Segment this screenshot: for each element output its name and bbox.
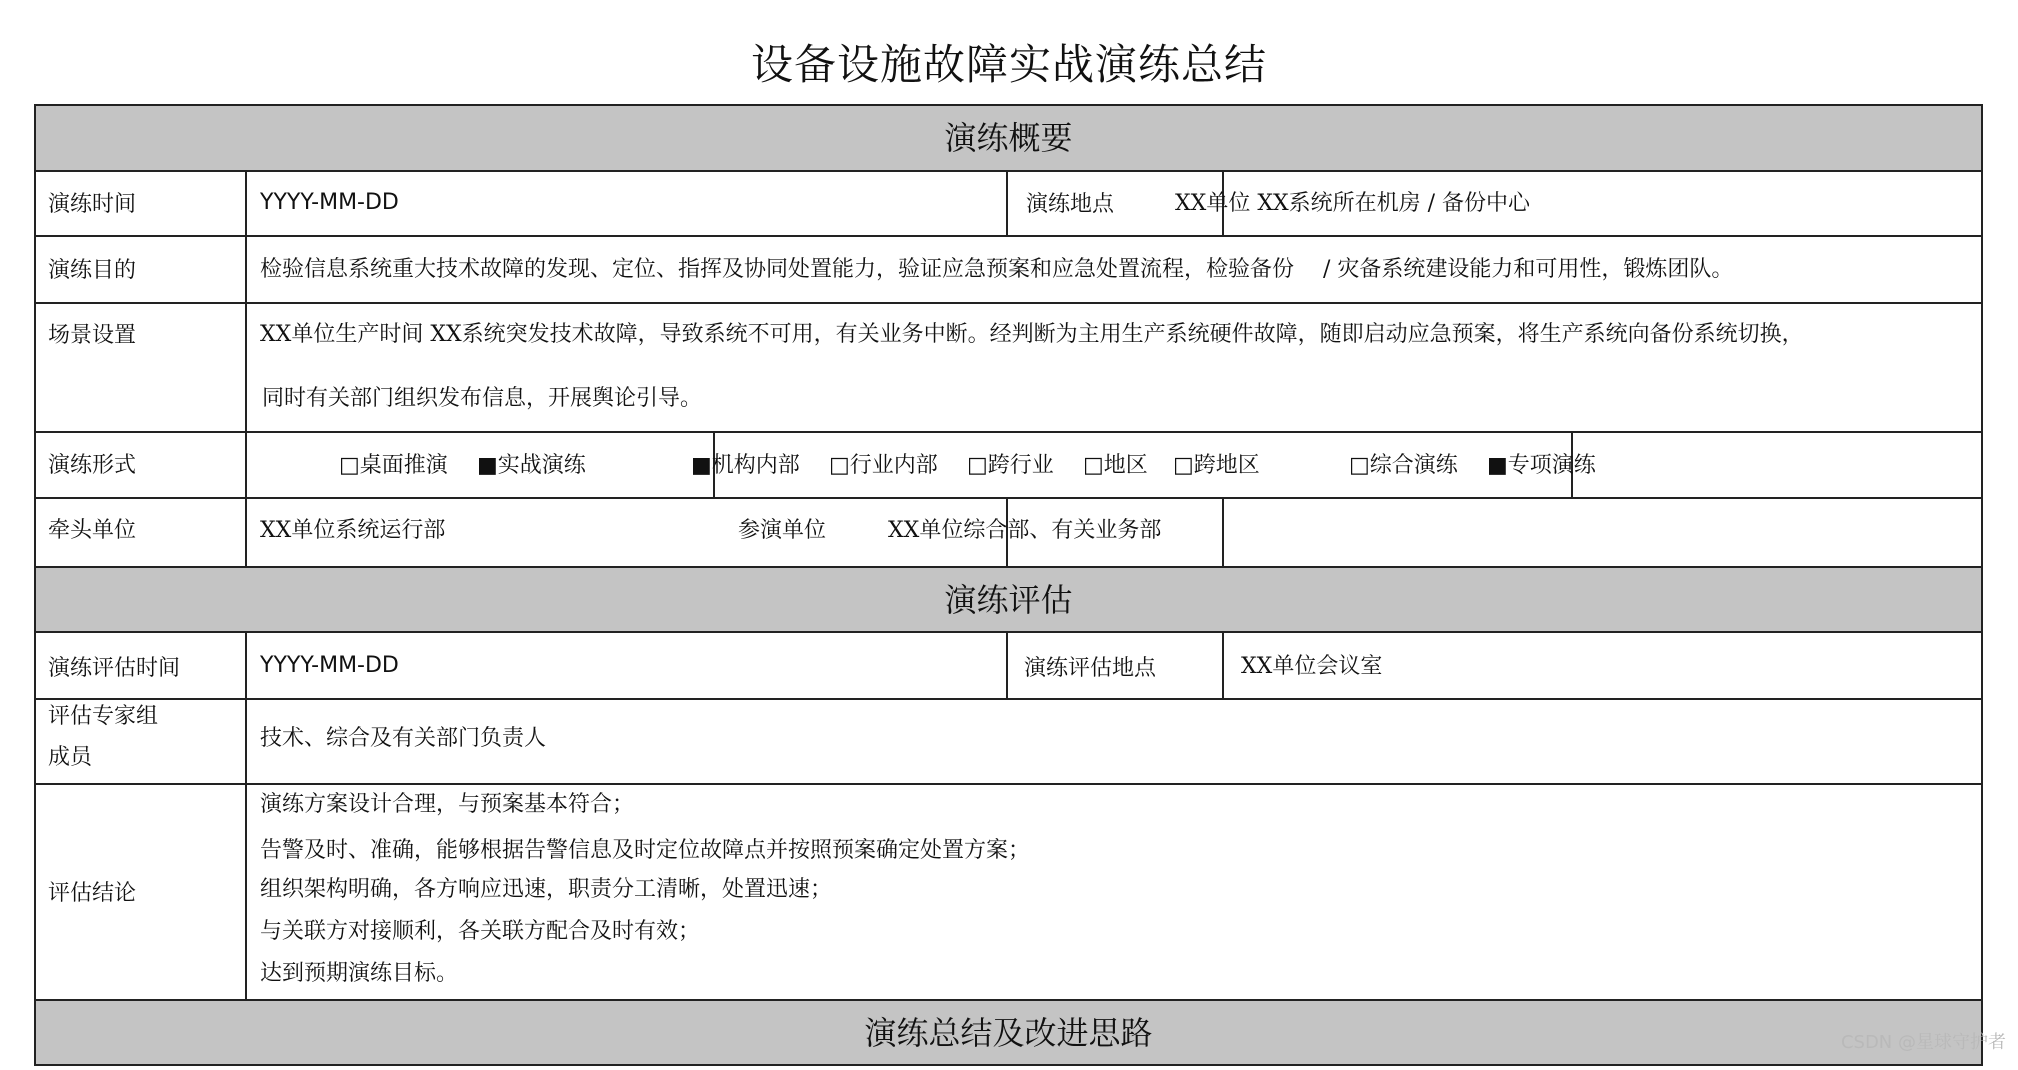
form-option-internal-institution[interactable]: [691, 455, 800, 477]
checkbox-checked-icon: ■: [477, 453, 498, 478]
drill-place-value: XX单位 XX系统所在机房 / 备份中心: [1175, 191, 1531, 216]
form-option-comprehensive[interactable]: [1349, 455, 1458, 477]
form-option-cross-region[interactable]: [1173, 455, 1260, 477]
drill-time-value: YYYY-MM-DD: [260, 190, 399, 215]
evaluation-section-header: 演练评估: [36, 566, 1981, 633]
conclusion-item: 达到预期演练目标。: [260, 961, 459, 986]
conclusion-item: 告警及时、准确，能够根据告警信息及时定位故障点并按照预案确定处置方案；: [260, 838, 1031, 863]
participant-unit-label: 参演单位: [738, 518, 827, 543]
expert-group-label-line-2: 成员: [48, 745, 93, 770]
column-divider: [245, 633, 247, 999]
column-divider: [1222, 497, 1224, 566]
scene-setting-line-1: XX单位生产时间 XX系统突发技术故障，导致系统不可用，有关业务中断。经判断为主用生产系统硬件故障，随即启动应急预案，将生产系统向备份系统切换，: [260, 322, 1804, 347]
form-option-special[interactable]: [1487, 455, 1596, 477]
column-divider: [245, 172, 247, 566]
checkbox-checked-icon: ■: [1487, 453, 1508, 478]
form-option-internal-industry[interactable]: [829, 455, 938, 477]
checkbox-empty-icon: □: [1349, 453, 1370, 478]
conclusion-item: 演练方案设计合理，与预案基本符合；: [260, 792, 635, 817]
drill-place-label: 演练地点: [1026, 192, 1115, 217]
form-option-live-drill[interactable]: [477, 455, 586, 477]
form-option-label: 地区: [1103, 453, 1148, 478]
evaluation-place-label: 演练评估地点: [1024, 656, 1157, 681]
checkbox-empty-icon: □: [829, 453, 850, 478]
row-divider: [36, 698, 1981, 700]
form-option-tabletop[interactable]: [339, 455, 448, 477]
form-option-label: 综合演练: [1369, 453, 1458, 478]
expert-group-value: 技术、综合及有关部门负责人: [260, 726, 547, 751]
drill-time-label: 演练时间: [48, 192, 137, 217]
drill-form-label: 演练形式: [48, 453, 137, 478]
form-option-label: 跨行业: [987, 453, 1054, 478]
form-option-label: 桌面推演: [359, 453, 448, 478]
row-divider: [36, 783, 1981, 785]
form-option-label: 行业内部: [849, 453, 938, 478]
checkbox-empty-icon: □: [1083, 453, 1104, 478]
row-divider: [36, 497, 1981, 499]
evaluation-time-label: 演练评估时间: [48, 656, 181, 681]
column-divider: [1006, 633, 1008, 698]
evaluation-time-value: YYYY-MM-DD: [260, 653, 399, 678]
summary-section-header: 演练总结及改进思路: [36, 999, 1981, 1064]
checkbox-empty-icon: □: [339, 453, 360, 478]
scene-setting-line-2: 同时有关部门组织发布信息，开展舆论引导。: [262, 386, 703, 411]
checkbox-empty-icon: □: [1173, 453, 1194, 478]
row-divider: [36, 235, 1981, 237]
scene-setting-label: 场景设置: [48, 323, 137, 348]
lead-unit-label: 牵头单位: [48, 518, 137, 543]
checkbox-empty-icon: □: [967, 453, 988, 478]
evaluation-conclusion-label: 评估结论: [48, 881, 137, 906]
overview-section-header: 演练概要: [36, 106, 1981, 172]
form-option-label: 专项演练: [1507, 453, 1596, 478]
conclusion-item: 组织架构明确，各方响应迅速，职责分工清晰，处置迅速；: [260, 877, 833, 902]
drill-purpose-value: 检验信息系统重大技术故障的发现、定位、指挥及协同处置能力，验证应急预案和应急处置流程，检验备份 / 灾备系统建设能力和可用性，锻炼团队。: [260, 257, 1734, 282]
form-option-label: 跨地区: [1193, 453, 1260, 478]
drill-purpose-label: 演练目的: [48, 258, 137, 283]
form-option-label: 实战演练: [497, 453, 586, 478]
participant-unit-value: XX单位综合部、有关业务部: [888, 518, 1162, 543]
column-divider: [1222, 633, 1224, 698]
lead-unit-value: XX单位系统运行部: [260, 518, 446, 543]
conclusion-item: 与关联方对接顺利，各关联方配合及时有效；: [260, 919, 701, 944]
form-option-label: 机构内部: [711, 453, 800, 478]
document-title: 设备设施故障实战演练总结: [750, 40, 1267, 89]
expert-group-label: 评估专家组: [48, 704, 159, 729]
evaluation-place-value: XX单位会议室: [1241, 654, 1383, 679]
form-option-region[interactable]: [1083, 455, 1148, 477]
form-option-cross-industry[interactable]: [967, 455, 1054, 477]
row-divider: [36, 431, 1981, 433]
checkbox-checked-icon: ■: [691, 453, 712, 478]
watermark-text: CSDN @星球守护者: [1840, 1032, 2006, 1053]
summary-table: [34, 104, 1983, 1066]
column-divider: [1006, 172, 1008, 235]
row-divider: [36, 302, 1981, 304]
